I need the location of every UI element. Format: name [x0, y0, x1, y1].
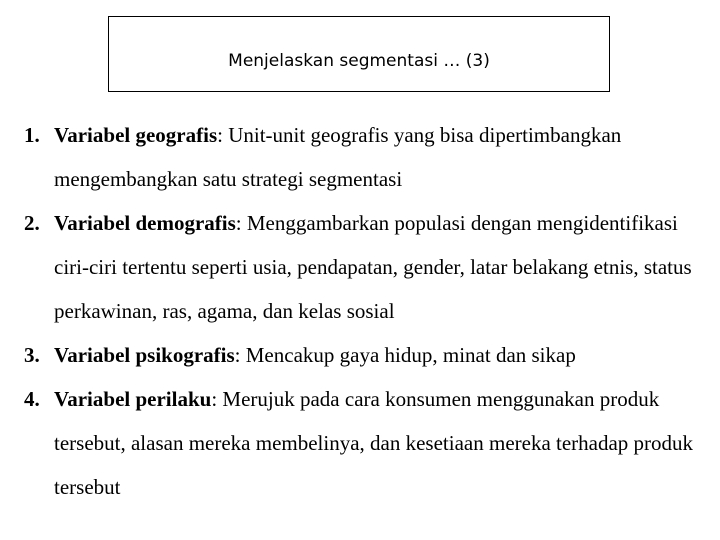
item-description: : Unit-unit geografis yang bisa dipertimbangkan mengembangkan satu strategi segmentasi — [54, 123, 622, 191]
item-text — [54, 377, 714, 509]
item-number: 1. — [24, 123, 40, 147]
list-item-geografis — [24, 113, 714, 201]
item-text — [54, 201, 714, 333]
item-term: Variabel geografis — [54, 123, 218, 147]
item-description: : Mencakup gaya hidup, minat dan sikap — [234, 343, 576, 367]
slide-title-box — [108, 16, 610, 92]
item-text — [54, 113, 714, 201]
item-number: 2. — [24, 211, 40, 235]
item-number: 3. — [24, 343, 40, 367]
slide-title: Menjelaskan segmentasi … (3) — [228, 50, 490, 71]
item-description: : Menggambarkan populasi dengan mengidentifikasi ciri-ciri tertentu seperti usia, pendapatan, gender, latar belakang etnis, status perkawinan, ras, agama, dan kelas sosial — [54, 211, 692, 323]
item-term: Variabel demografis — [54, 211, 236, 235]
item-number: 4. — [24, 387, 40, 411]
list-item-perilaku — [24, 377, 714, 509]
item-text — [54, 333, 714, 377]
variable-list — [24, 113, 714, 509]
list-item-psikografis — [24, 333, 714, 377]
item-description: : Merujuk pada cara konsumen menggunakan produk tersebut, alasan mereka membelinya, dan kesetiaan mereka terhadap produk tersebut — [54, 387, 694, 499]
item-term: Variabel perilaku — [54, 387, 212, 411]
item-term: Variabel psikografis — [54, 343, 235, 367]
list-item-demografis — [24, 201, 714, 333]
